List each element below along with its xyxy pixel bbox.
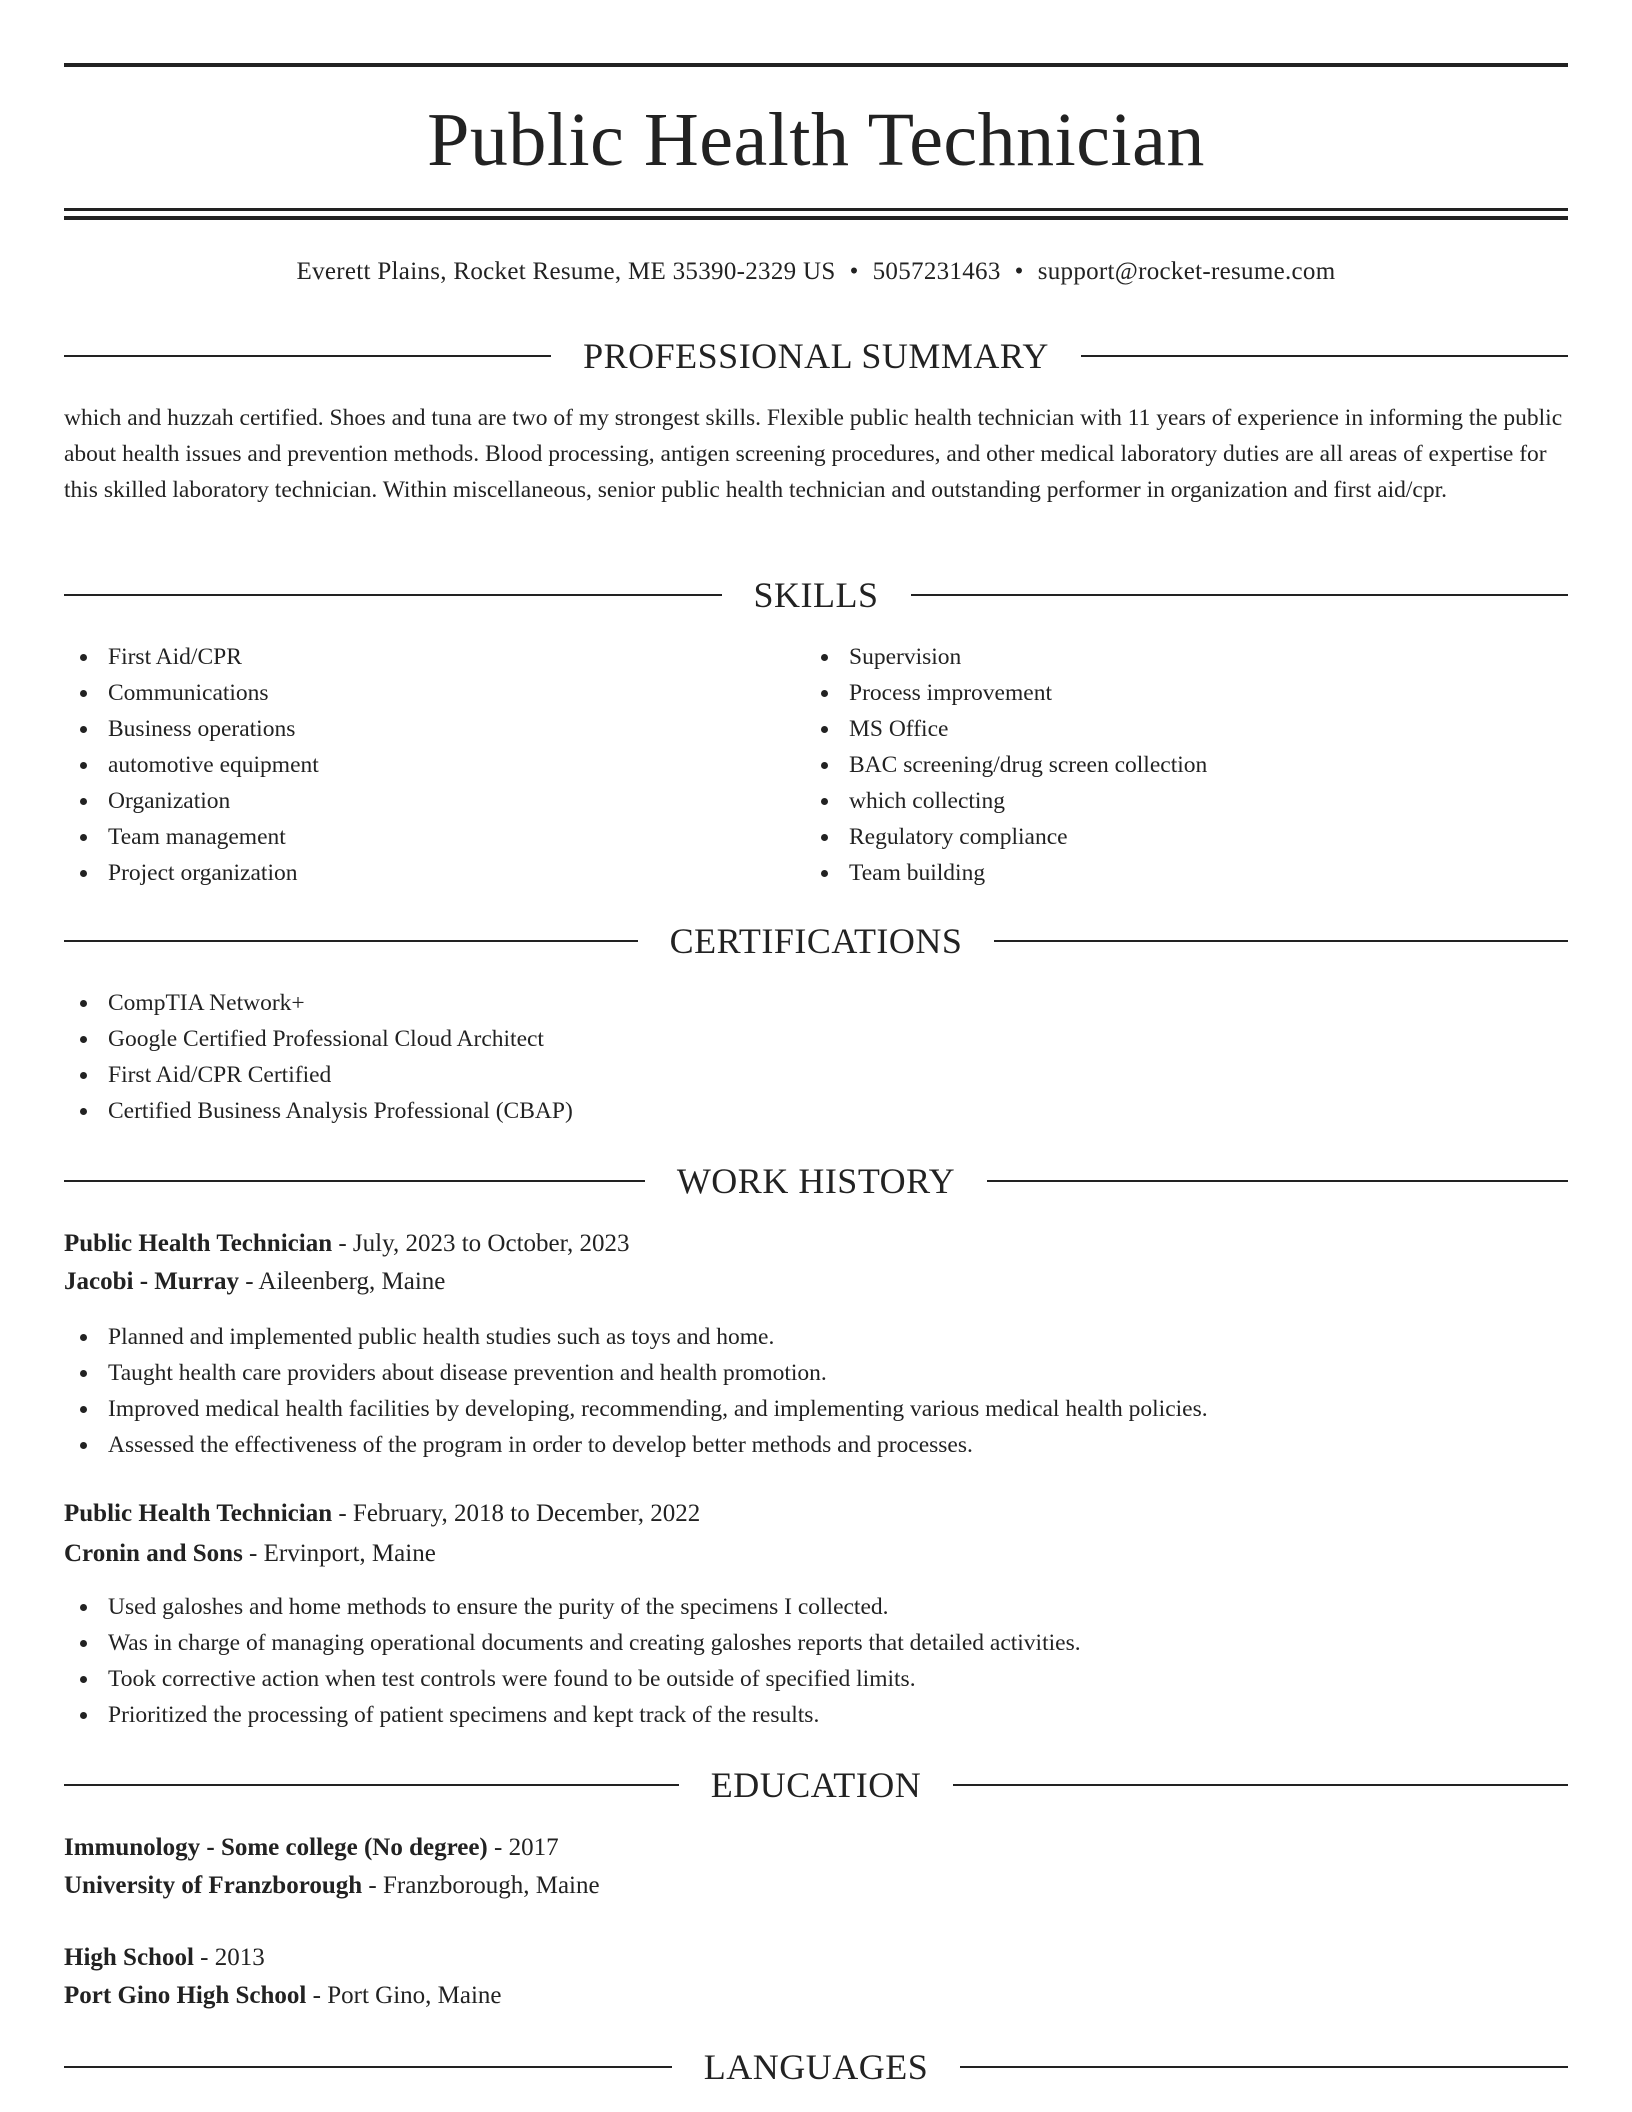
certification-item: First Aid/CPR Certified (64, 1057, 1568, 1093)
job-bullet: Prioritized the processing of patient specimens and kept track of the results. (64, 1697, 1568, 1733)
section-certifications-header (64, 919, 1568, 963)
skill-item: Organization (64, 783, 804, 819)
skill-item: Regulatory compliance (805, 819, 1545, 855)
section-rule (64, 594, 722, 596)
contact-separator: • (849, 258, 859, 285)
job-bullet: Used galoshes and home methods to ensure the purity of the specimens I collected. (64, 1589, 1568, 1625)
education-degree: Immunology - Some college (No degree) (64, 1834, 488, 1861)
section-rule (64, 940, 638, 942)
section-title: SKILLS (753, 575, 879, 615)
education-degree: High School (64, 1944, 194, 1971)
certification-item: Certified Business Analysis Professional (CBAP) (64, 1093, 1568, 1129)
job-company-line (64, 1536, 436, 1572)
job-company-line (64, 1264, 445, 1300)
section-summary-header (64, 334, 1568, 378)
job-location: - Ervinport, Maine (249, 1540, 436, 1567)
job-title-line (64, 1226, 629, 1262)
job-bullet: Taught health care providers about disease prevention and health promotion. (64, 1355, 1568, 1391)
skill-item: BAC screening/drug screen collection (805, 747, 1545, 783)
contact-email[interactable]: support@rocket-resume.com (1037, 258, 1336, 285)
skill-item: Team management (64, 819, 804, 855)
job-bullet: Planned and implemented public health studies such as toys and home. (64, 1319, 1568, 1355)
section-rule (953, 1784, 1568, 1786)
contact-separator: • (1014, 258, 1024, 285)
section-rule (994, 940, 1568, 942)
section-work-header (64, 1159, 1568, 1203)
skills-list-left (64, 639, 804, 891)
job-dates: - February, 2018 to December, 2022 (338, 1500, 701, 1527)
skill-item: Supervision (805, 639, 1545, 675)
education-location: - Port Gino, Maine (312, 1982, 502, 2009)
education-school: Port Gino High School (64, 1982, 307, 2009)
skill-item: First Aid/CPR (64, 639, 804, 675)
section-title: EDUCATION (710, 1765, 922, 1805)
skill-item: Project organization (64, 855, 804, 891)
job-title-line (64, 1496, 700, 1532)
section-rule (64, 355, 551, 357)
section-title: CERTIFICATIONS (669, 921, 963, 961)
section-rule (64, 1784, 679, 1786)
section-rule (960, 2066, 1568, 2068)
education-school-line (64, 1978, 502, 2014)
section-rule (987, 1180, 1568, 1182)
resume-title: Public Health Technician (427, 98, 1205, 182)
double-rule (64, 208, 1568, 220)
section-rule (911, 594, 1569, 596)
skill-item: Process improvement (805, 675, 1545, 711)
section-skills-header (64, 573, 1568, 617)
skill-item: Team building (805, 855, 1545, 891)
education-school: University of Franzborough (64, 1872, 363, 1899)
skill-item: automotive equipment (64, 747, 804, 783)
education-location: - Franzborough, Maine (368, 1872, 600, 1899)
section-rule (64, 2066, 672, 2068)
top-rule (64, 63, 1568, 67)
education-degree-line (64, 1940, 265, 1976)
section-rule (1081, 355, 1568, 357)
education-school-line (64, 1868, 600, 1904)
skill-item: Communications (64, 675, 804, 711)
skill-item: MS Office (805, 711, 1545, 747)
job-bullets (64, 1319, 1568, 1463)
job-dates: - July, 2023 to October, 2023 (338, 1230, 630, 1257)
section-title: PROFESSIONAL SUMMARY (583, 336, 1049, 376)
certification-item: Google Certified Professional Cloud Architect (64, 1021, 1568, 1057)
job-company: Cronin and Sons (64, 1540, 243, 1567)
section-languages-header (64, 2045, 1568, 2089)
skills-list-right (805, 639, 1545, 891)
summary-text: which and huzzah certified. Shoes and tuna are two of my strongest skills. Flexible public health technician with 11 years of experience in informing the public about health issues and prevention methods. Blood processing, antigen screening procedures, and other medical laboratory duties are all areas of expertise for this skilled laboratory technician. Within miscellaneous, senior public health technician and outstanding performer in organization and first aid/cpr. (64, 405, 1563, 503)
education-degree-line (64, 1830, 559, 1866)
job-company: Jacobi - Murray (64, 1268, 239, 1295)
contact-line (64, 254, 1568, 290)
skill-item: Business operations (64, 711, 804, 747)
section-title: WORK HISTORY (676, 1161, 956, 1201)
section-rule (64, 1180, 645, 1182)
certification-item: CompTIA Network+ (64, 985, 1568, 1021)
job-bullets (64, 1589, 1568, 1733)
contact-phone: 5057231463 (872, 258, 1001, 285)
job-bullet: Assessed the effectiveness of the program in order to develop better methods and processes. (64, 1427, 1568, 1463)
contact-address: Everett Plains, Rocket Resume, ME 35390-2329 US (296, 258, 836, 285)
skill-item: which collecting (805, 783, 1545, 819)
job-bullet: Took corrective action when test controls were found to be outside of specified limits. (64, 1661, 1568, 1697)
job-bullet: Improved medical health facilities by developing, recommending, and implementing various medical health policies. (64, 1391, 1568, 1427)
certifications-list (64, 985, 1568, 1129)
job-title: Public Health Technician (64, 1500, 333, 1527)
education-year: - 2013 (200, 1944, 265, 1971)
education-year: - 2017 (494, 1834, 559, 1861)
section-education-header (64, 1763, 1568, 1807)
job-bullet: Was in charge of managing operational documents and creating galoshes reports that detailed activities. (64, 1625, 1568, 1661)
job-title: Public Health Technician (64, 1230, 333, 1257)
section-title: LANGUAGES (703, 2047, 929, 2087)
job-location: - Aileenberg, Maine (245, 1268, 446, 1295)
